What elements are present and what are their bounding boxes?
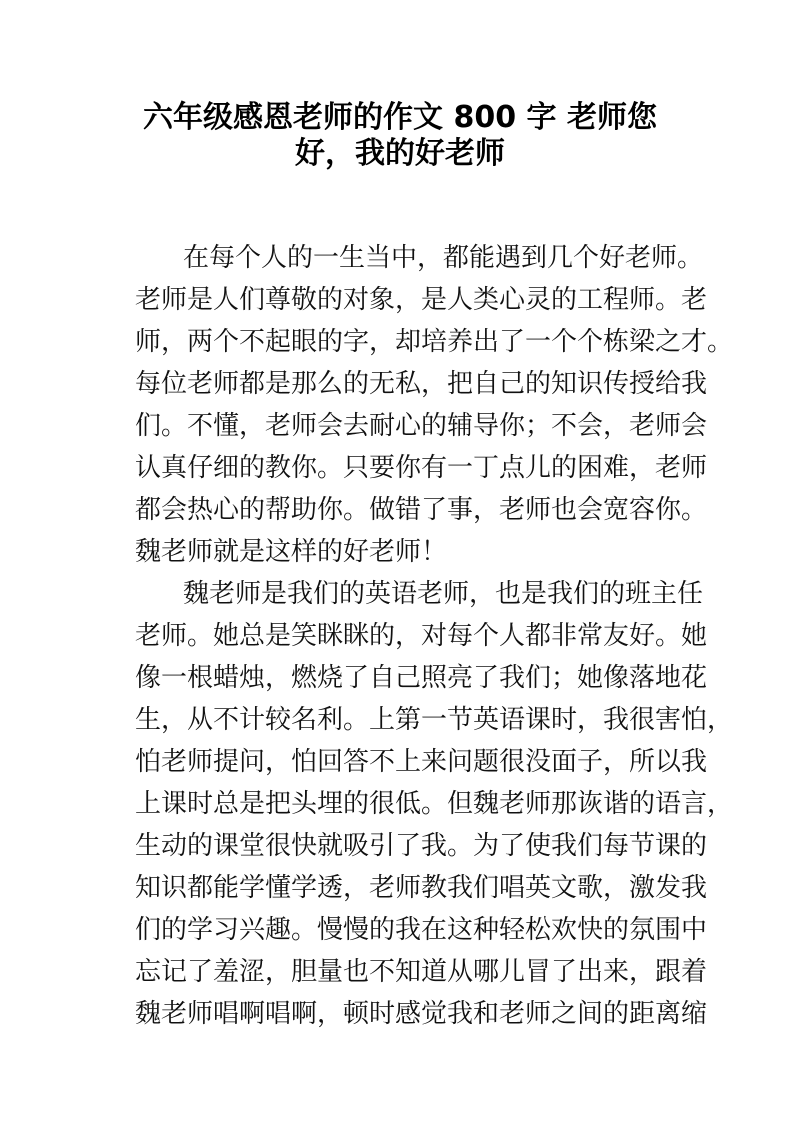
text-line: 在每个人的一生当中，都能遇到几个好老师。 [183,243,704,273]
text-line: 每位老师都是那么的无私，把自己的知识传授给我 [135,369,708,399]
text-line: 忘记了羞涩，胆量也不知道从哪儿冒了出来，跟着 [135,957,708,987]
text-line: 知识都能学懂学透，老师教我们唱英文歌，激发我 [135,873,708,903]
paragraph-1 [135,237,734,573]
title-line-1: 六年级感恩老师的作文 800 字 老师您 [143,100,657,135]
text-line: 们的学习兴趣。慢慢的我在这种轻松欢快的氛围中 [135,915,708,945]
text-line: 老师是人们尊敬的对象，是人类心灵的工程师。老 [135,285,708,315]
text-line: 上课时总是把头埋的很低。但魏老师那诙谐的语言， [135,789,734,819]
text-line: 都会热心的帮助你。做错了事，老师也会宽容你。 [135,495,708,525]
text-line: 魏老师就是这样的好老师！ [135,537,448,567]
text-line: 像一根蜡烛，燃烧了自己照亮了我们；她像落地花 [135,663,708,693]
document-title [100,100,700,172]
text-line: 生动的课堂很快就吸引了我。为了使我们每节课的 [135,831,708,861]
text-line: 认真仔细的教你。只要你有一丁点儿的困难，老师 [135,453,708,483]
text-line: 生，从不计较名利。上第一节英语课时，我很害怕， [135,705,734,735]
text-line: 老师。她总是笑眯眯的，对每个人都非常友好。她 [135,621,708,651]
text-line: 魏老师是我们的英语老师，也是我们的班主任 [183,579,704,609]
paragraph-2 [135,573,734,1035]
title-line-2: 好，我的好老师 [295,136,505,171]
text-line: 师，两个不起眼的字，却培养出了一个个栋梁之才。 [135,327,734,357]
document-body [135,237,734,1035]
text-line: 们。不懂，老师会去耐心的辅导你；不会，老师会 [135,411,708,441]
text-line: 怕老师提问，怕回答不上来问题很没面子，所以我 [135,747,708,777]
text-line: 魏老师唱啊唱啊，顿时感觉我和老师之间的距离缩 [135,999,708,1029]
